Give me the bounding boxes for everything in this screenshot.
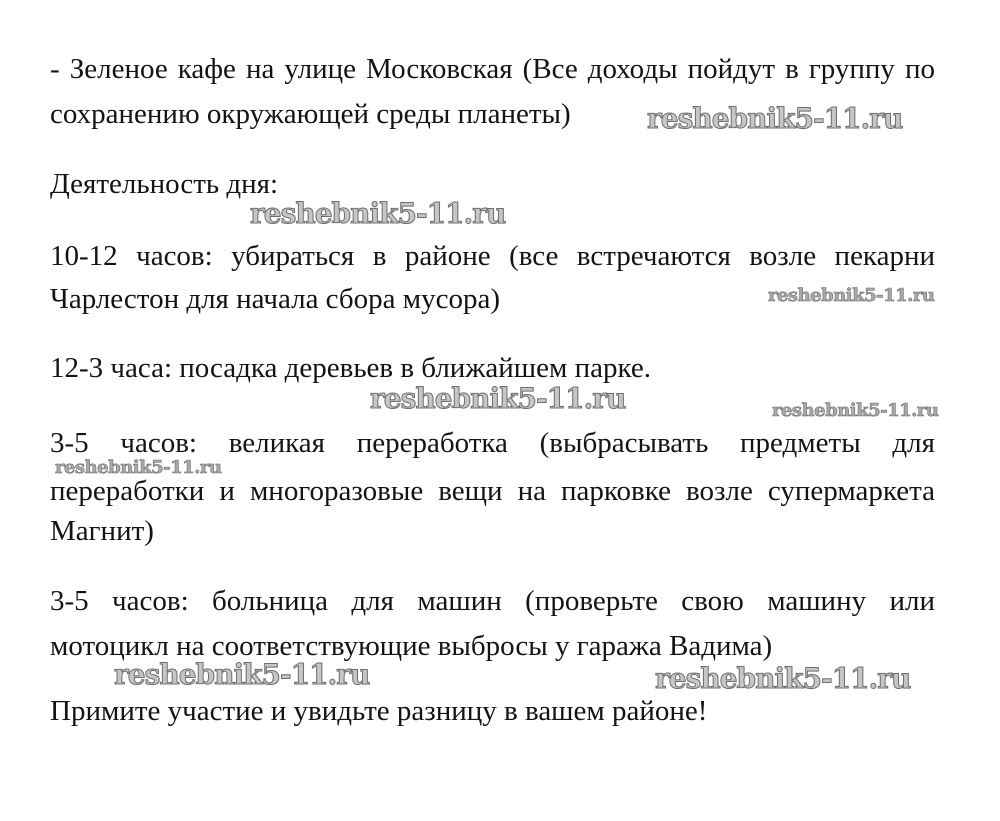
text-line: Деятельность дня: <box>50 168 279 200</box>
text-line: 3-5 часов: великая переработка (выбрасывать предметы для <box>50 427 935 459</box>
watermark-text: reshebnik5-11.ru <box>114 658 370 691</box>
text-line: переработки и многоразовые вещи на парковке возле супермаркета <box>50 475 935 507</box>
watermark-text: reshebnik5-11.ru <box>55 457 222 478</box>
text-line: 12-3 часа: посадка деревьев в ближайшем парке. <box>50 352 651 384</box>
text-line: Чарлестон для начала сбора мусора) <box>50 283 501 315</box>
watermark-text: reshebnik5-11.ru <box>647 102 903 135</box>
watermark-text: reshebnik5-11.ru <box>655 662 911 695</box>
text-line: Магнит) <box>50 515 154 547</box>
text-line: 3-5 часов: больница для машин (проверьте свою машину или <box>50 585 935 617</box>
watermark-text: reshebnik5-11.ru <box>768 285 935 306</box>
watermark-text: reshebnik5-11.ru <box>370 382 626 415</box>
text-line: мотоцикл на соответствующие выбросы у гаража Вадима) <box>50 630 773 662</box>
text-line: - Зеленое кафе на улице Московская (Все доходы пойдут в группу по <box>50 53 935 85</box>
text-line: Примите участие и увидьте разницу в вашем районе! <box>50 695 708 727</box>
text-line: 10-12 часов: убираться в районе (все встречаются возле пекарни <box>50 240 935 272</box>
watermark-text: reshebnik5-11.ru <box>250 197 506 230</box>
watermark-text: reshebnik5-11.ru <box>772 400 939 421</box>
text-line: сохранению окружающей среды планеты) <box>50 98 571 130</box>
